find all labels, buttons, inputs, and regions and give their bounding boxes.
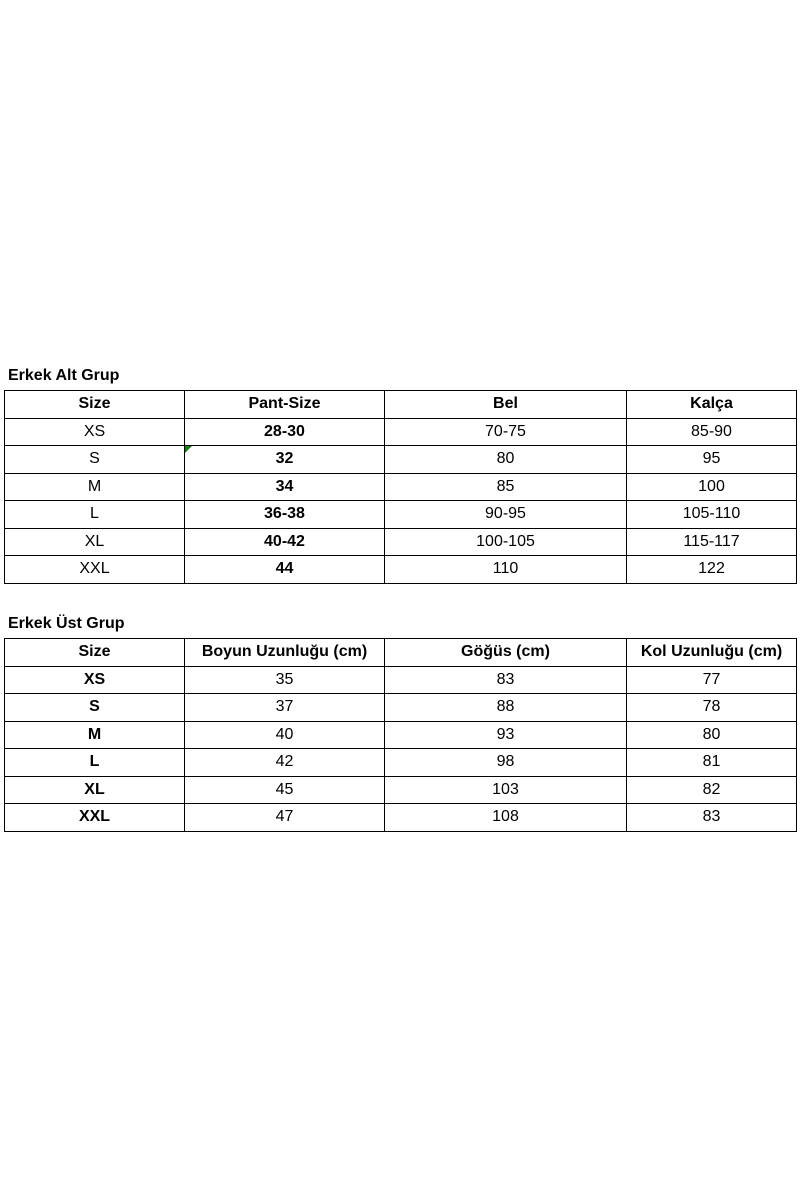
- size-cell: XL: [5, 528, 185, 556]
- column-header-kalca: Kalça: [627, 391, 797, 419]
- pant-size-cell: 28-30: [185, 418, 385, 446]
- pant-size-cell: 34: [185, 473, 385, 501]
- gogus-cell: 83: [385, 666, 627, 694]
- kalca-cell: 95: [627, 446, 797, 474]
- column-header-size: Size: [5, 639, 185, 667]
- bel-cell: 100-105: [385, 528, 627, 556]
- table-header-row: [5, 639, 797, 667]
- boyun-cell: 35: [185, 666, 385, 694]
- size-cell: XXL: [5, 556, 185, 584]
- table-row: [5, 694, 797, 722]
- bel-cell: 80: [385, 446, 627, 474]
- cell-comment-marker: [185, 446, 192, 453]
- column-header-bel: Bel: [385, 391, 627, 419]
- kalca-cell: 100: [627, 473, 797, 501]
- alt-group-title: Erkek Alt Grup: [8, 367, 120, 384]
- size-cell: XS: [5, 418, 185, 446]
- size-cell: L: [5, 749, 185, 777]
- kalca-cell: 85-90: [627, 418, 797, 446]
- pant-size-cell: 40-42: [185, 528, 385, 556]
- table-row: [5, 666, 797, 694]
- pant-size-value: 32: [275, 450, 294, 468]
- size-cell: L: [5, 501, 185, 529]
- column-header-kol-uzunlugu: Kol Uzunluğu (cm): [627, 639, 797, 667]
- boyun-cell: 42: [185, 749, 385, 777]
- boyun-cell: 47: [185, 804, 385, 832]
- column-header-boyun-uzunlugu: Boyun Uzunluğu (cm): [185, 639, 385, 667]
- pant-size-cell: [185, 446, 385, 474]
- table-row: [5, 528, 797, 556]
- size-cell: M: [5, 721, 185, 749]
- kalca-cell: 105-110: [627, 501, 797, 529]
- boyun-cell: 40: [185, 721, 385, 749]
- table-header-row: [5, 391, 797, 419]
- table-row: [5, 721, 797, 749]
- gogus-cell: 88: [385, 694, 627, 722]
- kol-cell: 82: [627, 776, 797, 804]
- bel-cell: 70-75: [385, 418, 627, 446]
- bel-cell: 85: [385, 473, 627, 501]
- size-cell: S: [5, 446, 185, 474]
- gogus-cell: 98: [385, 749, 627, 777]
- size-cell: XL: [5, 776, 185, 804]
- kol-cell: 78: [627, 694, 797, 722]
- ust-group-title: Erkek Üst Grup: [8, 615, 125, 632]
- size-cell: M: [5, 473, 185, 501]
- kalca-cell: 122: [627, 556, 797, 584]
- gogus-cell: 93: [385, 721, 627, 749]
- table-row: [5, 804, 797, 832]
- table-row: [5, 418, 797, 446]
- alt-group-size-table: [4, 390, 797, 584]
- table-row: [5, 776, 797, 804]
- table-row: [5, 501, 797, 529]
- size-cell: XS: [5, 666, 185, 694]
- pant-size-cell: 36-38: [185, 501, 385, 529]
- bel-cell: 90-95: [385, 501, 627, 529]
- pant-size-cell: 44: [185, 556, 385, 584]
- kol-cell: 80: [627, 721, 797, 749]
- column-header-gogus: Göğüs (cm): [385, 639, 627, 667]
- kol-cell: 83: [627, 804, 797, 832]
- kalca-cell: 115-117: [627, 528, 797, 556]
- column-header-size: Size: [5, 391, 185, 419]
- gogus-cell: 103: [385, 776, 627, 804]
- table-row: [5, 473, 797, 501]
- bel-cell: 110: [385, 556, 627, 584]
- table-row: [5, 556, 797, 584]
- ust-group-size-table: [4, 638, 797, 832]
- boyun-cell: 45: [185, 776, 385, 804]
- size-cell: S: [5, 694, 185, 722]
- table-row: [5, 446, 797, 474]
- gogus-cell: 108: [385, 804, 627, 832]
- boyun-cell: 37: [185, 694, 385, 722]
- table-row: [5, 749, 797, 777]
- size-cell: XXL: [5, 804, 185, 832]
- column-header-pant-size: Pant-Size: [185, 391, 385, 419]
- kol-cell: 77: [627, 666, 797, 694]
- kol-cell: 81: [627, 749, 797, 777]
